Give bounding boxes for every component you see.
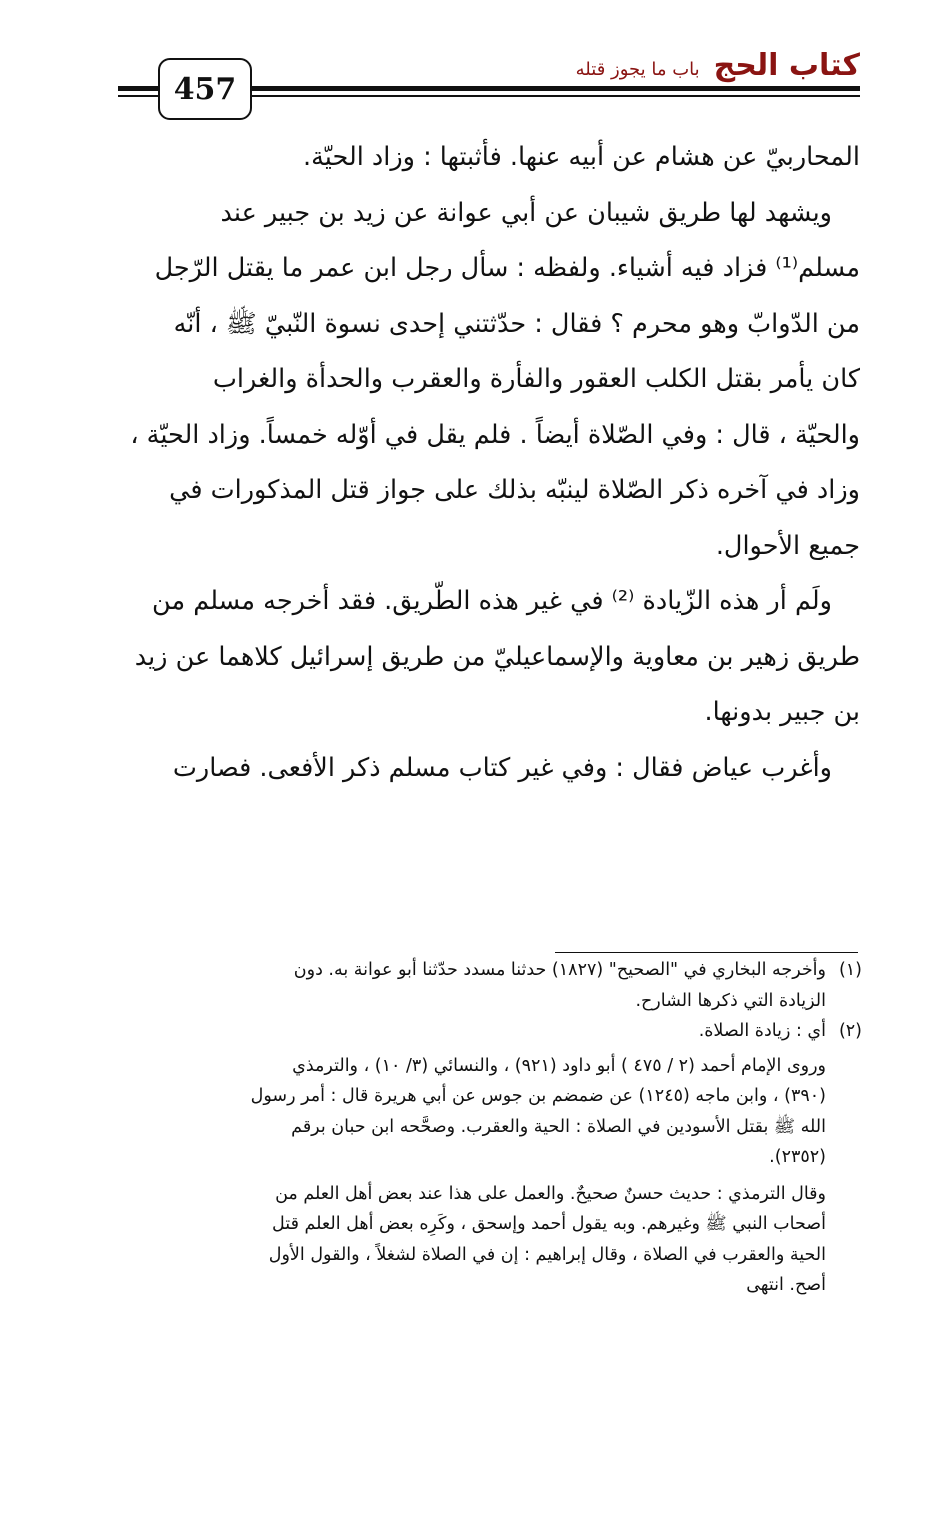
footnote-text: وأخرجه البخاري في "الصحيح" (١٨٢٧) حدثنا مسدد حدّثنا أبو عوانة به. دون [293, 960, 826, 980]
footnotes [112, 955, 862, 1301]
text-line: وزاد في آخره ذكر الصّلاة لينبّه بذلك على جواز قتل المذكورات في [169, 475, 860, 505]
text-line: ويشهد لها طريق شيبان عن أبي عوانة عن زيد بن جبير عند [220, 197, 832, 228]
text-line: ولَم أر هذه الزّيادة ⁽²⁾ في غير هذه الطّريق. فقد أخرجه مسلم من [152, 586, 832, 616]
footnote-1 [112, 955, 862, 986]
footnote-2-paragraph-2 [112, 1179, 862, 1301]
text-line: طريق زهير بن معاوية والإسماعيليّ من طريق إسرائيل كلاهما عن زيد [134, 641, 860, 672]
text-line: بن جبير بدونها. [704, 697, 860, 727]
footnote-line: أصح. انتهى [746, 1275, 826, 1295]
footnote-2 [112, 1016, 862, 1047]
footnote-line: (٢٣٥٢). [769, 1147, 826, 1167]
text-line: والحيّة ، قال : وفي الصّلاة أيضاً . فلم يقل في أوّله خمساً. وزاد الحيّة ، [130, 419, 860, 450]
footnote-1-continuation: الزيادة التي ذكرها الشارح. [635, 990, 826, 1011]
footnote-line: الله ﷺ بقتل الأسودين في الصلاة : الحية والعقرب. وصحَّحه ابن حبان برقم [291, 1116, 826, 1137]
text-line: جميع الأحوال. [715, 530, 860, 561]
footnote-separator [555, 952, 858, 953]
text-line: وأغرب عياض فقال : وفي غير كتاب مسلم ذكر الأفعى. فصارت [172, 752, 832, 783]
text-line: مسلم⁽¹⁾ فزاد فيه أشياء. ولفظه : سأل رجل ابن عمر ما يقتل الرّجل [154, 253, 860, 283]
footnote-2-paragraph-1 [112, 1051, 862, 1173]
chapter-title: باب ما يجوز قتله [575, 59, 700, 80]
footnote-line: (٣٩٠) ، وابن ماجه (١٢٤٥) عن ضمضم بن جوس عن أبي هريرة قال : أمر رسول [250, 1086, 826, 1106]
text-line: المحاربيّ عن هشام عن أبيه عنها. فأثبتها : وزاد الحيّة. [303, 142, 860, 172]
footnote-number: (٢) [838, 1021, 862, 1041]
page-number: 457 [158, 58, 252, 120]
footnote-line: أصحاب النبي ﷺ وغيرهم. وبه يقول أحمد وإسحق ، وكَرِه بعض أهل العلم قتل [272, 1214, 826, 1234]
main-text [116, 130, 860, 796]
footnote-line: الحية والعقرب في الصلاة ، وقال إبراهيم : إن في الصلاة لشغلاً ، والقول الأول [268, 1244, 826, 1265]
book-title: كتاب الحج [713, 48, 860, 83]
footnote-number: (١) [838, 960, 862, 980]
footnote-line: وروى الإمام أحمد (٢ / ٤٧٥ ) أبو داود (٩٢١) ، والنسائي (٣/ ١٠) ، والترمذي [292, 1055, 826, 1076]
running-head [576, 48, 860, 83]
page-header [0, 0, 945, 130]
text-line: كان يأمر بقتل الكلب العقور والفأرة والعقرب والحدأة والغراب [212, 364, 860, 394]
footnote-text: أي : زيادة الصلاة. [698, 1021, 826, 1041]
text-line: من الدّوابّ وهو محرم ؟ فقال : حدّثتني إحدى نسوة النّبيّ ﷺ ، أنّه [173, 308, 860, 339]
footnote-line: وقال الترمذي : حديث حسنٌ صحيحٌ. والعمل على هذا عند بعض أهل العلم من [275, 1183, 826, 1204]
